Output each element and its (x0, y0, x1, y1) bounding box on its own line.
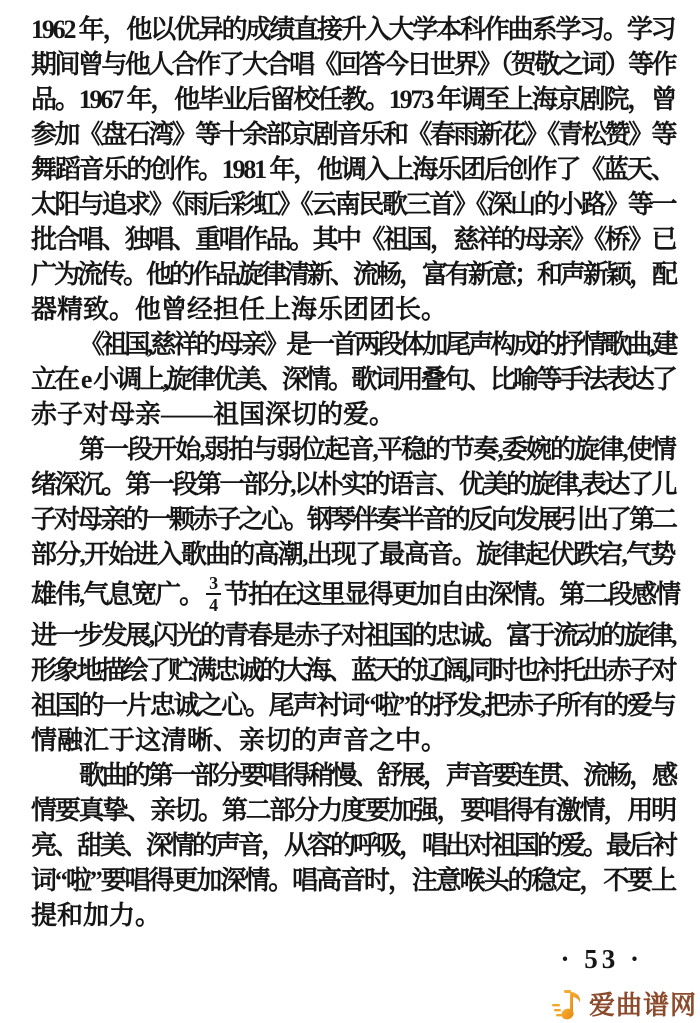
fraction-numerator: 3 (209, 573, 219, 594)
text-line-paragraph-end: 情融汇于这清晰、亲切的声音之中。 (31, 726, 448, 755)
fraction-line-pre: 雄伟,气息宽广。 (31, 580, 204, 609)
text-line: 第一段开始,弱拍与弱位起音,平稳的节奏,委婉的旋律,使情 (79, 435, 676, 464)
text-line: 品。1967 年，他毕业后留校任教。1973 年调至上海京剧院，曾 (31, 85, 676, 114)
text-line: 舞蹈音乐的创作。1981 年，他调入上海乐团后创作了《蓝天、 (31, 155, 675, 184)
text-line-with-fraction (31, 572, 680, 618)
text-line: 绪深沉。第一段第一部分,以朴实的语言、优美的旋律,表达了儿 (31, 470, 676, 499)
fraction-denominator: 4 (209, 595, 219, 616)
watermark (551, 989, 697, 1021)
text-line-paragraph-end: 提和加力。 (31, 901, 162, 930)
fraction-line-post: 节拍在这里显得更加自由深情。第二段感情 (224, 580, 680, 609)
text-line: 立在 e 小调上,旋律优美、深情。歌词用叠句、比喻等手法表达了 (31, 365, 676, 394)
text-line: 批合唱、独唱、重唱作品。其中《祖国，慈祥的母亲》《桥》已 (31, 225, 676, 254)
text-line: 亮、甜美、深情的声音，从容的呼吸，唱出对祖国的爱。最后衬 (31, 831, 676, 860)
text-line: 进一步发展,闪光的青春是赤子对祖国的忠诚。富于流动的旋律, (31, 621, 676, 650)
text-line: 情要真挚、亲切。第二部分力度要加强，要唱得有激情，用明 (31, 796, 676, 825)
text-line: 子对母亲的一颗赤子之心。钢琴伴奏半音的反向发展引出了第二 (31, 505, 676, 534)
time-signature-fraction (206, 574, 221, 614)
text-line: 期间曾与他人合作了大合唱《回答今日世界》（贺敬之词）等作 (31, 50, 676, 79)
text-line-paragraph-end: 器精致。他曾经担任上海乐团团长。 (31, 295, 448, 324)
page-text (31, 12, 680, 976)
page-number: · 53 · (560, 944, 643, 974)
text-line: 词“啦”要唱得更加深情。唱高音时，注意喉头的稳定，不要上 (31, 866, 676, 895)
watermark-text: 爱曲谱网 (588, 991, 697, 1020)
text-line: 歌曲的第一部分要唱得稍慢、舒展，声音要连贯、流畅，感 (79, 761, 676, 790)
text-line: 广为流传。他的作品旋律清新、流畅，富有新意；和声新颖，配 (31, 260, 676, 289)
music-note-icon (551, 989, 585, 1021)
text-line: 《祖国,慈祥的母亲》是一首两段体加尾声构成的抒情歌曲,建 (79, 330, 676, 359)
text-line: 参加《盘石湾》等十余部京剧音乐和《春雨新花》《青松赞》等 (31, 120, 676, 149)
text-line: 太阳与追求》《雨后彩虹》《云南民歌三首》《深山的小路》等一 (31, 190, 676, 219)
text-line-paragraph-end: 赤子对母亲——祖国深切的爱。 (31, 400, 396, 429)
text-line: 祖国的一片忠诚之心。尾声衬词“啦”的抒发,把赤子所有的爱与 (31, 691, 675, 720)
text-line: 形象地描绘了贮满忠诚的大海、蓝天的辽阔,同时也衬托出赤子对 (31, 656, 675, 685)
text-line: 部分,开始进入歌曲的高潮,出现了最高音。旋律起伏跌宕,气势 (31, 540, 675, 569)
text-line: 1962 年，他以优异的成绩直接升入大学本科作曲系学习。学习 (31, 15, 675, 44)
